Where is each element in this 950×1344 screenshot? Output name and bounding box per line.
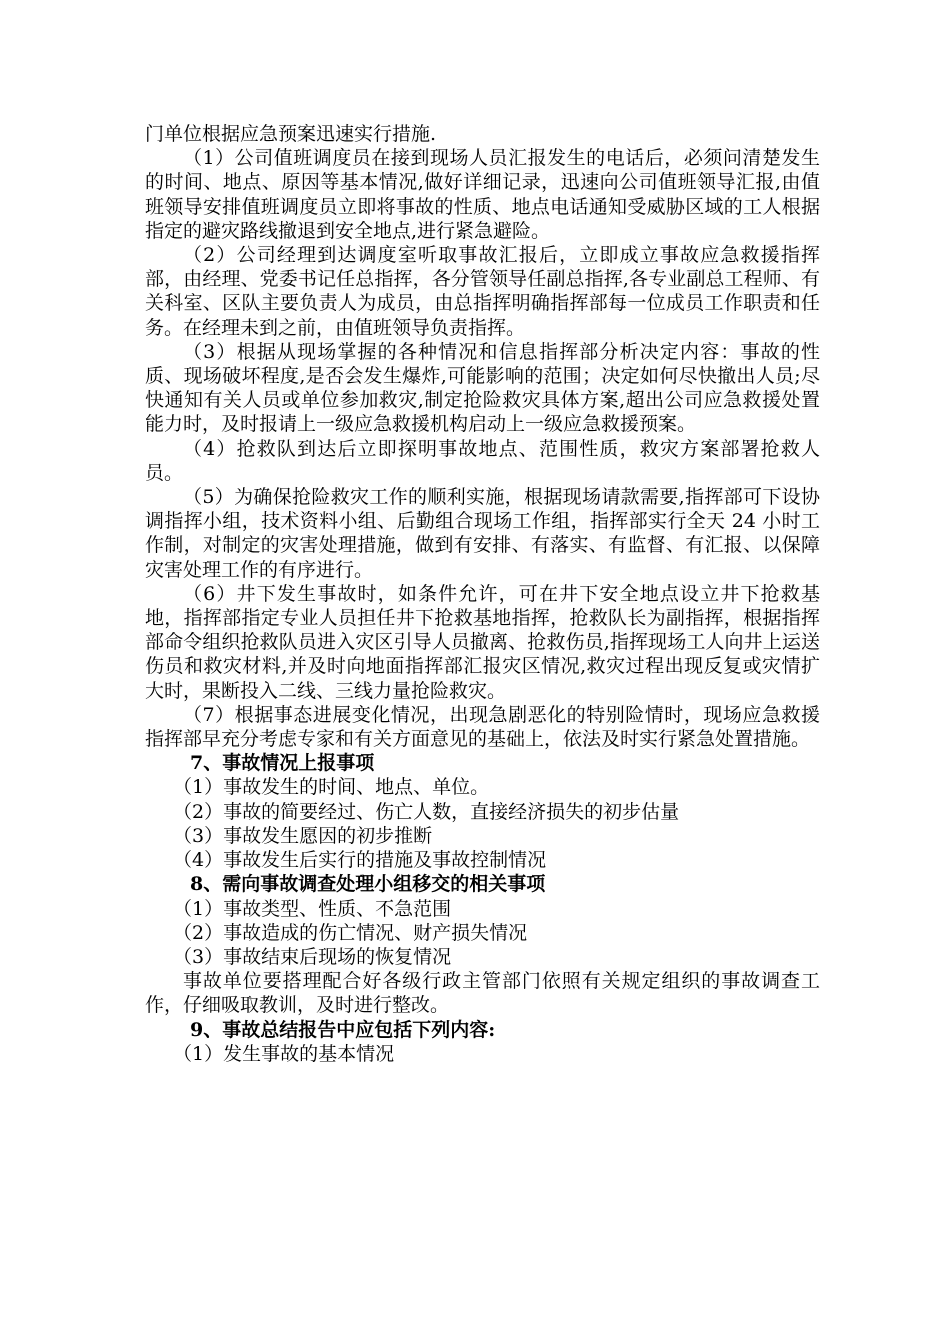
paragraph-step-3: （3）根据从现场掌握的各种情况和信息指挥部分析决定内容：事故的性质、现场破坏程度,是否会发生爆炸,可能影响的范围；决定如何尽快撤出人员;尽快通知有关人员或单位参加救灾,制定抢险救灾具体方案,超出公司应急救援处置能力时，及时报请上一级应急救援机构启动上一级应急救援预案。	[145, 340, 820, 436]
section-8-item: （2）事故造成的伤亡情况、财产损失情况	[173, 921, 528, 944]
section-9-heading: 9、事故总结报告中应包括下列内容:	[190, 1018, 496, 1041]
section-8-item: （3）事故结束后现场的恢复情况	[173, 945, 452, 968]
section-7-heading: 7、事故情况上报事项	[190, 752, 375, 775]
section-8-closing: 事故单位要搭理配合好各级行政主管部门依照有关规定组织的事故调查工作，仔细吸取教训，及时进行整改。	[145, 970, 820, 1017]
section-7-item: （3）事故发生愿因的初步推断	[173, 824, 433, 847]
paragraph-step-6: （6）井下发生事故时，如条件允许，可在井下安全地点设立井下抢救基地，指挥部指定专业人员担任井下抢救基地指挥，抢救队长为副指挥，根据指挥部命令组织抢救队员进入灾区引导人员撤离、抢救伤员,指挥现场工人向井上运送伤员和救灾材料,并及时向地面指挥部汇报灾区情况,救灾过程出现反复或灾情扩大时，果断投入二线、三线力量抢险救灾。	[145, 582, 820, 702]
paragraph-step-5: （5）为确保抢险救灾工作的顺利实施，根据现场请款需要,指挥部可下设协调指挥小组，技术资料小组、后勤组合现场工作组，指挥部实行全天 24 小时工作制，对制定的灾害处理措施，做到有安排、有落实、有监督、有汇报、以保障灾害处理工作的有序进行。	[145, 486, 820, 581]
section-8-heading: 8、需向事故调查处理小组移交的相关事项	[190, 873, 546, 896]
paragraph-step-4: （4）抢救队到达后立即探明事故地点、范围性质，救灾方案部署抢救人员。	[145, 437, 820, 484]
paragraph-step-7: （7）根据事态进展变化情况，出现急剧恶化的特别险情时，现场应急救援指挥部早充分考虑专家和有关方面意见的基础上，依法及时实行紧急处置措施。	[145, 703, 820, 751]
section-8-item: （1）事故类型、性质、不急范围	[173, 897, 452, 920]
section-7-item: （4）事故发生后实行的措施及事故控制情况	[173, 849, 547, 872]
paragraph-step-1: （1）公司值班调度员在接到现场人员汇报发生的电话后，必须问清楚发生的时间、地点、原因等基本情况,做好详细记录，迅速向公司值班领导汇报,由值班领导安排值班调度员立即将事故的性质、地点电话通知受威胁区域的工人根据指定的避灾路线撤退到安全地点,进行紧急避险。	[145, 147, 820, 242]
section-7-item: （2）事故的简要经过、伤亡人数，直接经济损失的初步估量	[173, 800, 680, 823]
document-page	[145, 122, 820, 1066]
paragraph-step-2: （2）公司经理到达调度室听取事故汇报后，立即成立事故应急救援指挥部，由经理、党委书记任总指挥，各分管领导任副总指挥,各专业副总工程师、有关科室、区队主要负责人为成员，由总指挥明确指挥部每一位成员工作职责和任务。在经理未到之前，由值班领导负责指挥。	[145, 244, 820, 339]
section-7-item: （1）事故发生的时间、地点、单位。	[173, 776, 490, 799]
paragraph-continuation: 门单位根据应急预案迅速实行措施.	[145, 123, 437, 145]
section-9-item: （1）发生事故的基本情况	[173, 1042, 395, 1065]
